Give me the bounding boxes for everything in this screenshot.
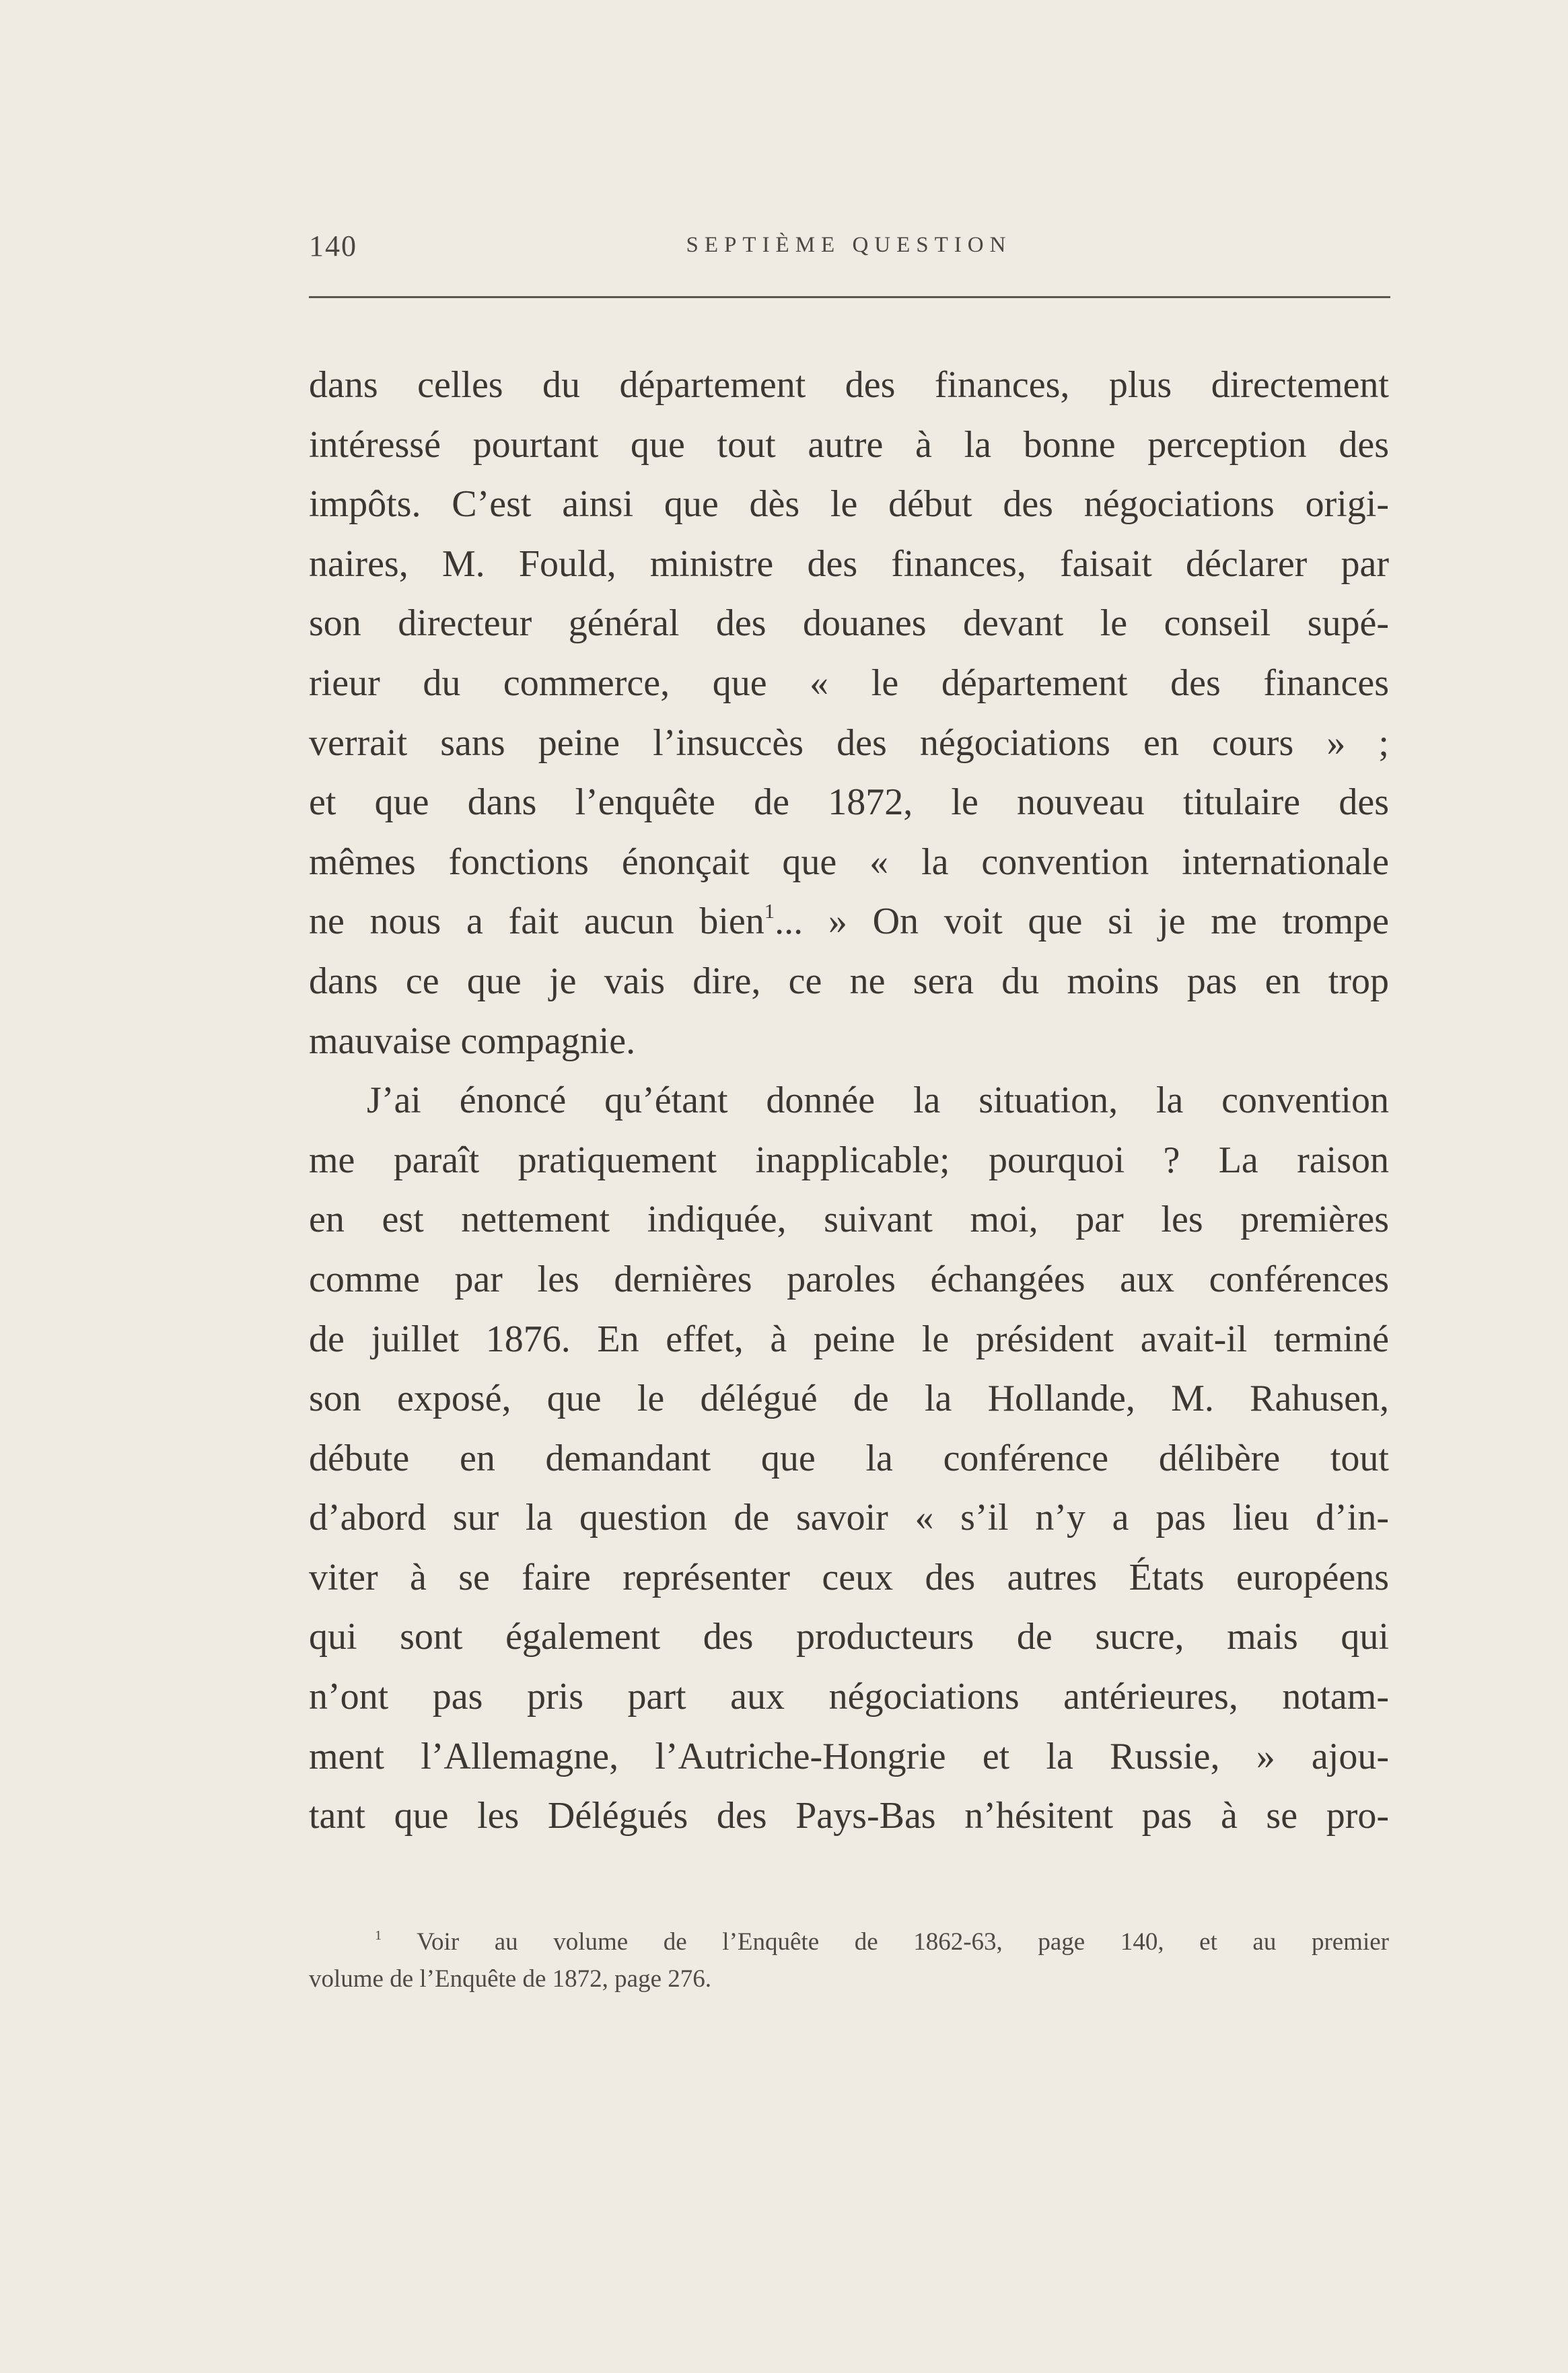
text-line: impôts. C’est ainsi que dès le début des négociations origi- <box>309 483 1389 526</box>
text-line: et que dans l’enquête de 1872, le nouveau titulaire des <box>309 781 1389 824</box>
text-line: son exposé, que le délégué de la Hollande, M. Rahusen, <box>309 1378 1389 1420</box>
body-text <box>309 355 1389 1846</box>
text-line: d’abord sur la question de savoir « s’il n’y a pas lieu d’in- <box>309 1497 1389 1539</box>
text-line: dans celles du département des finances, plus directement <box>309 364 1389 406</box>
text-line: n’ont pas pris part aux négociations antérieures, notam- <box>309 1676 1389 1718</box>
text-line: dans ce que je vais dire, ce ne sera du moins pas en trop <box>309 960 1389 1002</box>
running-title: SEPTIÈME QUESTION <box>686 233 1012 257</box>
page-number: 140 <box>309 229 357 262</box>
text-line: me paraît pratiquement inapplicable; pourquoi ? La raison <box>309 1139 1389 1181</box>
text-line: tant que les Délégués des Pays-Bas n’hésitent pas à se pro- <box>309 1795 1389 1837</box>
text-line: rieur du commerce, que « le département des finances <box>309 662 1389 704</box>
text-line: qui sont également des producteurs de sucre, mais qui <box>309 1616 1389 1658</box>
footnote-marker: 1 <box>375 1927 382 1943</box>
running-header <box>309 229 1389 269</box>
text-line: naires, M. Fould, ministre des finances, faisait déclarer par <box>309 542 1389 585</box>
text-line: de juillet 1876. En effet, à peine le président avait-il terminé <box>309 1318 1389 1360</box>
header-rule <box>309 296 1390 298</box>
text-line: J’ai énoncé qu’étant donnée la situation, la convention <box>367 1079 1389 1122</box>
text-line: ment l’Allemagne, l’Autriche-Hongrie et la Russie, » ajou- <box>309 1735 1389 1777</box>
footnote-reference: 1 <box>764 900 775 923</box>
text-line: verrait sans peine l’insuccès des négociations en cours » ; <box>309 721 1389 764</box>
text-line: intéressé pourtant que tout autre à la bonne perception des <box>309 423 1389 466</box>
text-segment: ... » On voit que si je me trompe <box>775 900 1390 943</box>
text-line: mêmes fonctions énonçait que « la convention internationale <box>309 841 1389 883</box>
text-line: débute en demandant que la conférence délibère tout <box>309 1437 1389 1479</box>
text-line: son directeur général des douanes devant le conseil supé- <box>309 602 1389 645</box>
footnote-text: Voir au volume de l’Enquête de 1862-63, page 140, et au premier <box>417 1928 1389 1956</box>
text-line-with-footnote <box>309 892 1389 952</box>
text-line: mauvaise compagnie. <box>309 1020 636 1062</box>
footnote <box>309 1923 1389 1997</box>
text-line: comme par les dernières paroles échangées aux conférences <box>309 1258 1389 1300</box>
text-segment: ne nous a fait aucun bien <box>309 900 764 943</box>
text-line: viter à se faire représenter ceux des autres États européens <box>309 1556 1389 1598</box>
text-line: en est nettement indiquée, suivant moi, par les premières <box>309 1199 1389 1241</box>
footnote-line: volume de l’Enquête de 1872, page 276. <box>309 1965 711 1993</box>
footnote-line <box>309 1923 1389 1960</box>
